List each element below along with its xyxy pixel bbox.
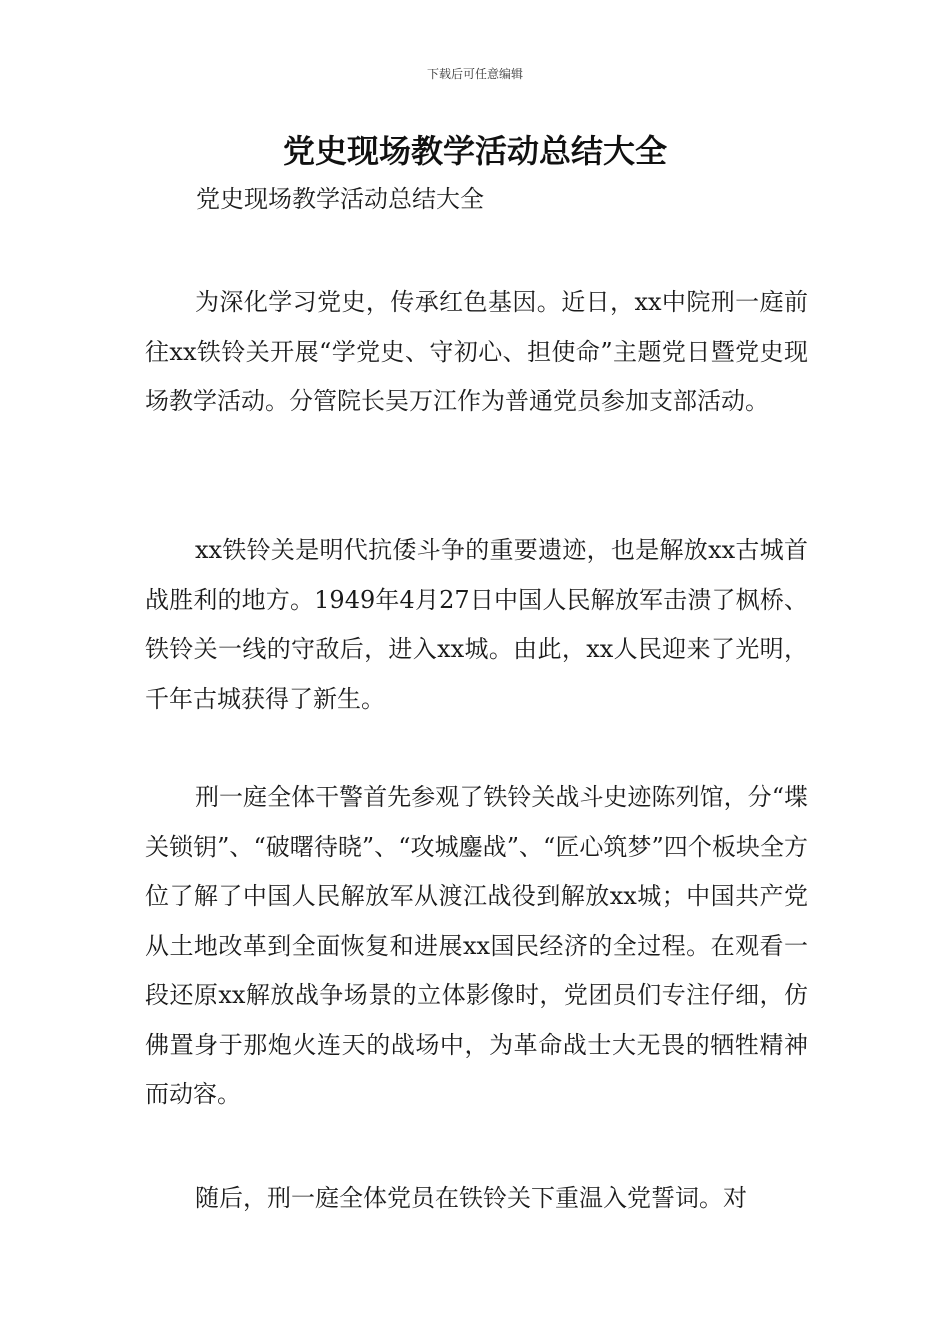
paragraph-4: 随后，刑一庭全体党员在铁铃关下重温入党誓词。对 <box>195 1184 747 1212</box>
header-note: 下载后可任意编辑 <box>426 67 523 81</box>
paragraph-1: 为深化学习党史，传承红色基因。近日，xx中院刑一庭前往xx铁铃关开展“学党史、守初心、担使命”主题党日暨党史现场教学活动。分管院长吴万江作为普通党员参加支部活动。 <box>145 288 808 415</box>
document-subtitle: 党史现场教学活动总结大全 <box>196 185 484 213</box>
document-title: 党史现场教学活动总结大全 <box>282 132 667 170</box>
paragraph-2: xx铁铃关是明代抗倭斗争的重要遗迹，也是解放xx古城首战胜利的地方。1949年4月27日中国人民解放军击溃了枫桥、铁铃关一线的守敌后，进入xx城。由此，xx人民迎来了光明，千年古城获得了新生。 <box>145 536 808 713</box>
paragraph-3: 刑一庭全体干警首先参观了铁铃关战斗史迹陈列馆，分“堞关锁钥”、“破曙待晓”、“攻城鏖战”、“匠心筑梦”四个板块全方位了解了中国人民解放军从渡江战役到解放xx城；中国共产党从土地改革到全面恢复和进展xx国民经济的全过程。在观看一段还原xx解放战争场景的立体影像时，党团员们专注仔细，仿佛置身于那炮火连天的战场中，为革命战士大无畏的牺牲精神而动容。 <box>145 783 808 1108</box>
